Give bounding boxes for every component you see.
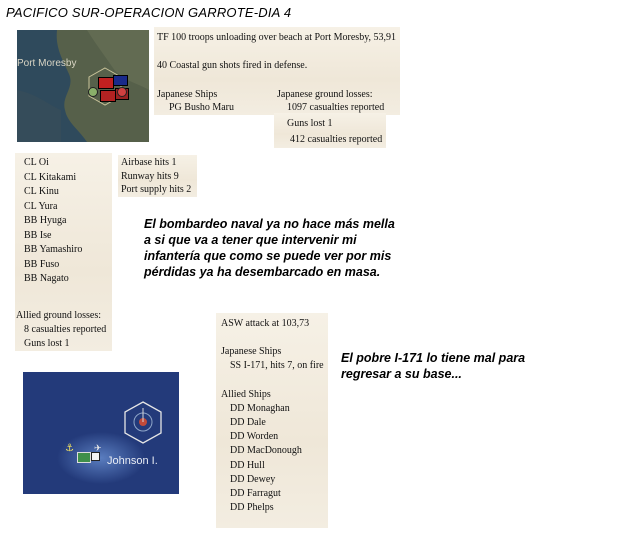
- asw-japanese-header: Japanese Ships: [221, 346, 282, 358]
- allied-ship-item: DD MacDonough: [230, 445, 302, 457]
- allied-ship-item: DD Worden: [230, 431, 279, 443]
- allied-ships-header: Allied Ships: [221, 388, 271, 400]
- airbase-icon: [88, 87, 98, 97]
- ship-item: CL Kitakami: [24, 171, 77, 183]
- casualties-line-2: 412 casualties reported: [290, 134, 383, 145]
- casualties-line: 1097 casualties reported: [287, 102, 385, 113]
- ship-item: CL Oi: [24, 157, 49, 168]
- aircraft-icon: ✈: [94, 444, 102, 454]
- infantry-unit-icon: [100, 90, 116, 102]
- map-terrain: [17, 30, 149, 142]
- allied-ship-item: DD Dewey: [230, 473, 276, 485]
- ship-item: BB Nagato: [24, 273, 69, 284]
- japanese-ships-header: Japanese Ships: [157, 89, 218, 100]
- ship-item: BB Hyuga: [24, 215, 67, 226]
- asw-attack-line: ASW attack at 103,73: [221, 318, 310, 329]
- johnston-island-map[interactable]: [23, 372, 179, 494]
- airfield-icon: [77, 452, 91, 463]
- japanese-ship-item: PG Busho Maru: [169, 102, 235, 113]
- ship-item: BB Ise: [24, 229, 52, 241]
- allied-ship-item: DD Hull: [230, 459, 265, 471]
- allied-casualties: 8 casualties reported: [24, 324, 107, 335]
- allied-flag-icon: [113, 75, 128, 86]
- asw-report: [221, 317, 324, 515]
- bombard-ships-list: [24, 156, 82, 287]
- ship-item: BB Fuso: [24, 258, 60, 270]
- port-icon: [117, 87, 127, 97]
- japanese-ships-block: [157, 88, 234, 114]
- moresby-report: [157, 31, 396, 73]
- port-moresby-map[interactable]: [17, 30, 149, 142]
- allied-ship-item: DD Phelps: [230, 502, 274, 514]
- page-title: PACIFICO SUR-OPERACION GARROTE-DIA 4: [6, 5, 292, 20]
- bombard-hits-list: [121, 156, 191, 197]
- hits-item: Airbase hits 1: [121, 157, 177, 168]
- port-moresby-label: Port Moresby: [17, 58, 77, 69]
- johnston-island-label: Johnson I.: [107, 455, 158, 467]
- ship-item: CL Kinu: [24, 186, 59, 197]
- report-line-unloading: TF 100 troops unloading over beach at Port Moresby, 53,91: [157, 32, 397, 43]
- allied-ship-item: DD Farragut: [230, 488, 281, 500]
- allied-losses-header: Allied ground losses:: [16, 310, 101, 321]
- allied-guns-lost: Guns lost 1: [24, 338, 70, 349]
- guns-lost-line: Guns lost 1: [287, 118, 333, 129]
- ground-losses-header: Japanese ground losses:: [277, 89, 373, 100]
- commentary-1: El bombardeo naval ya no hace más mella a si que va a tener que intervenir mi infantería que como se puede ver por mis pérdidas ya ha desembarcado en masa.: [144, 217, 395, 279]
- allied-ship-item: DD Dale: [230, 417, 266, 429]
- commentary-2: El pobre I-171 lo tiene mal para regresar a su base...: [341, 351, 526, 381]
- ocean-terrain: [23, 372, 179, 494]
- allied-ship-item: DD Monaghan: [230, 402, 290, 414]
- allied-ground-losses: [16, 309, 106, 351]
- hits-item: Runway hits 9: [121, 170, 179, 182]
- anchor-icon: ⚓: [65, 443, 74, 454]
- ship-item: CL Yura: [24, 200, 58, 212]
- ship-item: BB Yamashiro: [24, 244, 83, 255]
- japanese-unit-icon: [98, 77, 114, 89]
- ship-task-force-icon[interactable]: [136, 415, 150, 429]
- report-line-coastal-guns: 40 Coastal gun shots fired in defense.: [157, 60, 308, 71]
- japanese-ground-losses: [277, 88, 384, 146]
- submarine-item: SS I-171, hits 7, on fire: [230, 360, 324, 372]
- hits-item: Port supply hits 2: [121, 184, 192, 195]
